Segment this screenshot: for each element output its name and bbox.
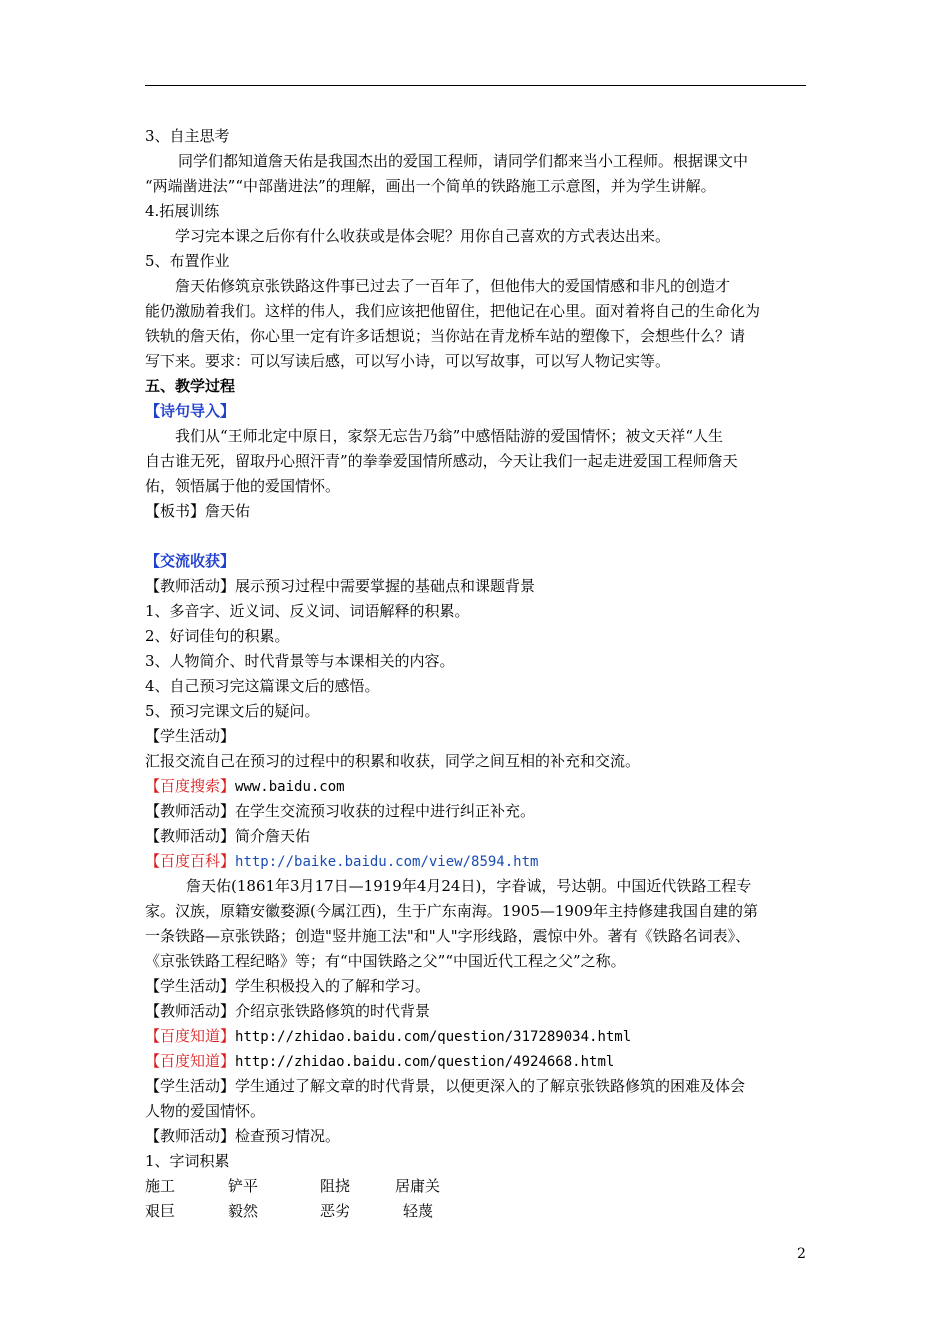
zhidao-link[interactable]: http://zhidao.baidu.com/question/4924668.html [235,1054,615,1070]
header-rule [145,85,806,86]
list-item: 2、好词佳句的积累。 [145,627,290,645]
tag-baidu-baike: 【百度百科】 [145,852,236,870]
section-3-title: 3、自主思考 [145,127,230,145]
paragraph: 写下来。要求：可以写读后感，可以写小诗，可以写故事，可以写人物记实等。 [145,352,671,370]
tag-baidu-search: 【百度搜索】 [145,777,236,795]
list-item: 5、预习完课文后的疑问。 [145,702,320,720]
tag-exchange: 【交流收获】 [145,552,236,570]
board-note: 【板书】詹天佑 [145,502,251,520]
vocab-row [145,1199,806,1224]
student-activity: 【学生活动】学生积极投入的了解和学习。 [145,977,431,995]
paragraph: 汇报交流自己在预习的过程中的积累和收获，同学之间互相的补充和交流。 [145,752,641,770]
paragraph: 一条铁路—京张铁路；创造"竖井施工法"和"人"字形线路，震惊中外。著有《铁路名词表》、 [145,927,751,945]
paragraph: 同学们都知道詹天佑是我国杰出的爱国工程师，请同学们都来当小工程师。根据课文中 [178,152,749,170]
teacher-activity: 【教师活动】在学生交流预习收获的过程中进行纠正补充。 [145,802,536,820]
teacher-activity: 【教师活动】展示预习过程中需要掌握的基础点和课题背景 [145,577,536,595]
tag-baidu-zhidao: 【百度知道】 [145,1052,236,1070]
paragraph: “两端凿进法”“中部凿进法”的理解，画出一个简单的铁路施工示意图，并为学生讲解。 [145,177,716,195]
vocab-word: 施工 [145,1177,176,1195]
zhidao-row [145,1049,806,1074]
vocab-word: 艰巨 [145,1202,176,1220]
vocab-word: 轻蔑 [403,1202,434,1220]
page-number: 2 [797,1246,806,1262]
paragraph: 人物的爱国情怀。 [145,1102,266,1120]
vocab-word: 居庸关 [395,1177,441,1195]
paragraph: 自古谁无死，留取丹心照汗青”的拳拳爱国情所感动，今天让我们一起走进爱国工程师詹天 [145,452,738,470]
tag-baidu-zhidao: 【百度知道】 [145,1027,236,1045]
student-activity: 【学生活动】 [145,727,236,745]
vocab-word: 恶劣 [320,1202,351,1220]
list-item: 4、自己预习完这篇课文后的感悟。 [145,677,380,695]
document-body [145,124,806,1224]
paragraph: 家。汉族，原籍安徽婺源(今属江西)，生于广东南海。1905—1909年主持修建我国自建的第 [145,902,759,920]
paragraph: 学习完本课之后你有什么收获或是体会呢？用你自己喜欢的方式表达出来。 [175,227,671,245]
paragraph: 能仍激励着我们。这样的伟人，我们应该把他留住，把他记在心里。面对着将自己的生命化为 [145,302,761,320]
zhidao-row [145,1024,806,1049]
list-item: 3、人物简介、时代背景等与本课相关的内容。 [145,652,455,670]
heading-teaching-process: 五、教学过程 [145,377,236,395]
list-item: 1、多音字、近义词、反义词、词语解释的积累。 [145,602,470,620]
teacher-activity: 【教师活动】介绍京张铁路修筑的时代背景 [145,1002,431,1020]
teacher-activity: 【教师活动】简介詹天佑 [145,827,311,845]
paragraph: 铁轨的詹天佑，你心里一定有许多话想说；当你站在青龙桥车站的塑像下，会想些什么？请 [145,327,746,345]
teacher-activity: 【教师活动】检查预习情况。 [145,1127,341,1145]
paragraph: 佑，领悟属于他的爱国情怀。 [145,477,341,495]
vocab-word: 阻挠 [320,1177,351,1195]
spacer [145,524,806,549]
paragraph: 我们从“王师北定中原日，家祭无忘告乃翁”中感悟陆游的爱国情怀；被文天祥“人生 [175,427,724,445]
paragraph: 詹天佑(1861年3月17日—1919年4月24日)，字眷诚，号达朝。中国近代铁路工程专 [186,877,752,895]
section-5-title: 5、布置作业 [145,252,230,270]
baidu-search-link[interactable]: www.baidu.com [235,779,345,795]
vocab-title: 1、字词积累 [145,1152,230,1170]
paragraph: 《京张铁路工程纪略》等；有“中国铁路之父”“中国近代工程之父”之称。 [145,952,626,970]
tag-poem-intro: 【诗句导入】 [145,402,236,420]
vocab-row [145,1174,806,1199]
baike-row [145,849,806,874]
baike-link[interactable]: http://baike.baidu.com/view/8594.htm [235,854,539,870]
baidu-search-row [145,774,806,799]
vocab-word: 铲平 [228,1177,259,1195]
zhidao-link[interactable]: http://zhidao.baidu.com/question/317289034.html [235,1029,632,1045]
student-activity: 【学生活动】学生通过了解文章的时代背景，以便更深入的了解京张铁路修筑的困难及体会 [145,1077,746,1095]
vocab-word: 毅然 [228,1202,259,1220]
section-4-title: 4.拓展训练 [145,202,220,220]
paragraph: 詹天佑修筑京张铁路这件事已过去了一百年了，但他伟大的爱国情感和非凡的创造才 [175,277,731,295]
